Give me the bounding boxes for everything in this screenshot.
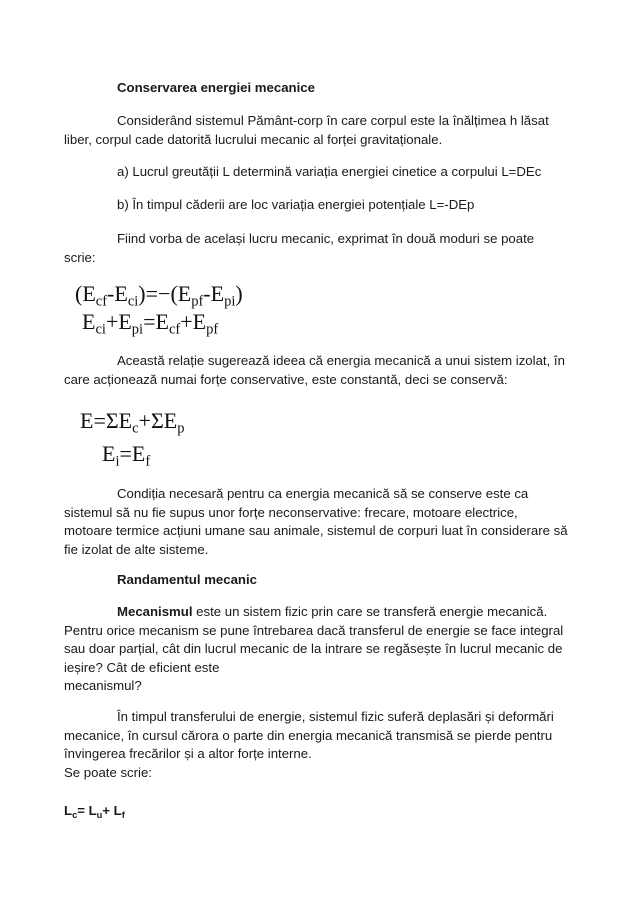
equation-work-balance: $L_c= L_u+ L_f$ (64, 803, 125, 821)
paragraph-potential: b) În timpul căderii are loc variația energiei potențiale L=-DEp (117, 197, 475, 212)
paragraph-kinetic: a) Lucrul greutății L determină variația energiei cinetice a corpului L=DEc (117, 164, 542, 179)
equation-initial-final: $E_i=E_f$ (102, 441, 151, 470)
equation-total-energy: $E=\Sigma E_c+\Sigma E_p$ (80, 408, 185, 437)
section-heading-conservation: Conservarea energiei mecanice (117, 80, 315, 95)
paragraph-energy-transfer: În timpul transferului de energie, sistemul fizic suferă deplasări și deformări mecanice, în cursul cărora o parte din energia mecanică transmisă se pierde pentru învingerea frecărilor și a altor forțe interne. Se poate scrie: (64, 709, 554, 780)
paragraph-condition: Condiția necesară pentru ca energia mecanică să se conserve este ca sistemul să nu fie supus unor forțe neconservative: frecare, motoare electrice, motoare termice acțiuni umane sau animale, sistemul de corpuri luat în considerare să fie izolat de alte sisteme. (64, 486, 568, 557)
section-heading-efficiency: Randamentul mecanic (117, 572, 257, 587)
term-mechanism: Mecanismul (117, 604, 193, 619)
equation-energy-variation: $(E_{cf}-E_{ci})=-(E_{pf}-E_{pi})$ (75, 281, 243, 310)
paragraph-same-work: Fiind vorba de același lucru mecanic, exprimat în două moduri se poate scrie: (64, 231, 535, 265)
paragraph-system: Considerând sistemul Pământ-corp în care corpul este la înălțimea h lăsat liber, corpul cade datorită lucrului mecanic al forței gravitaționale. (64, 113, 549, 147)
paragraph-mechanism: Mecanismul este un sistem fizic prin care se transferă energie mecanică. Pentru orice mecanism se pune întrebarea dacă transferul de energie se face integral sau doar parțial, cât din lucrul mecanic de la intrare se regăsește în lucrul mecanic de ieșire? Cât de eficient este mecanismul? (64, 604, 564, 694)
paragraph-isolated-system: Această relație sugerează ideea că energia mecanică a unui sistem izolat, în care acționează numai forțe conservative, este constantă, deci se conservă: (64, 353, 565, 387)
equation-energy-sum: $E_{ci}+E_{pi}=E_{cf}+E_{pf}$ (82, 309, 219, 338)
